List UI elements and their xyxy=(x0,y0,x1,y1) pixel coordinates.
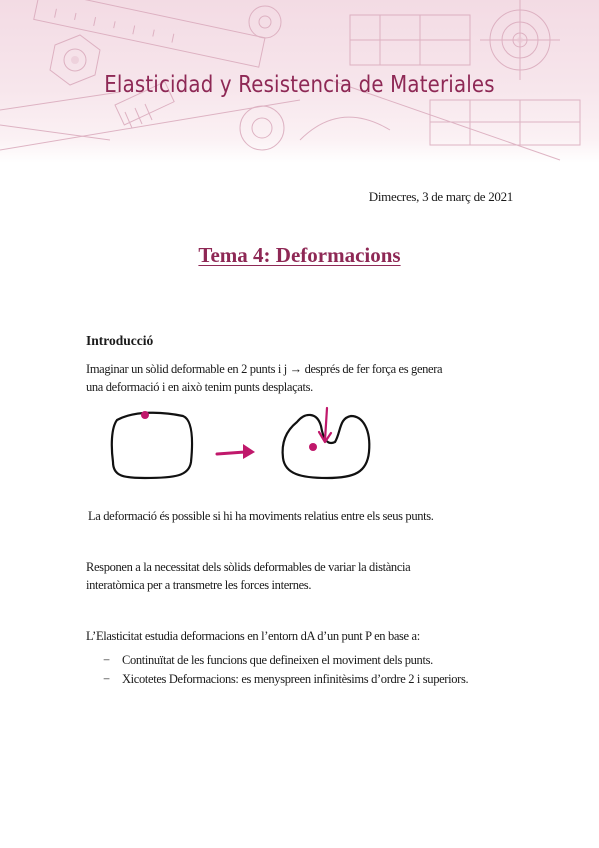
list-item-text: Xicotetes Deformacions: es menyspreen infinitèsims d’ordre 2 i superiors. xyxy=(122,672,469,686)
responen-line-2: interatòmica per a transmetre les forces internes. xyxy=(86,578,312,592)
arrow-shaft xyxy=(217,452,245,454)
deformation-sketch xyxy=(105,402,385,487)
intro-line-1: Imaginar un sòlid deformable en 2 punts i j → després de fer força es genera xyxy=(86,362,443,376)
list-item xyxy=(100,651,500,669)
intro-line-2: una deformació i en això tenim punts desplaçats. xyxy=(86,380,313,394)
deformation-paragraph: La deformació és possible si hi ha moviments relatius entre els seus punts. xyxy=(88,509,434,523)
header-banner xyxy=(0,0,599,163)
section-title: Tema 4: Deformacions xyxy=(198,243,401,267)
document-header-title: Elasticidad y Resistencia de Materiales xyxy=(104,72,495,98)
displaced-point-marker xyxy=(309,443,317,451)
undeformed-solid-shape xyxy=(112,413,192,478)
point-marker xyxy=(141,411,149,419)
dash-bullet-icon: − xyxy=(103,653,110,667)
responen-paragraph xyxy=(86,558,516,594)
force-arrow-shaft xyxy=(325,408,327,440)
responen-line-1: Responen a la necessitat dels sòlids deformables de variar la distància xyxy=(86,560,411,574)
intro-paragraph xyxy=(86,360,516,396)
bullet-list xyxy=(100,651,500,689)
dash-bullet-icon: − xyxy=(103,672,110,686)
list-item xyxy=(100,670,500,688)
arrow-head-icon xyxy=(243,444,255,459)
intro-heading: Introducció xyxy=(86,333,154,348)
document-date: Dimecres, 3 de març de 2021 xyxy=(368,189,513,204)
elasticitat-paragraph: L’Elasticitat estudia deformacions en l’entorn dA d’un punt P en base a: xyxy=(86,629,420,643)
list-item-text: Continuïtat de les funcions que defineixen el moviment dels punts. xyxy=(122,653,433,667)
